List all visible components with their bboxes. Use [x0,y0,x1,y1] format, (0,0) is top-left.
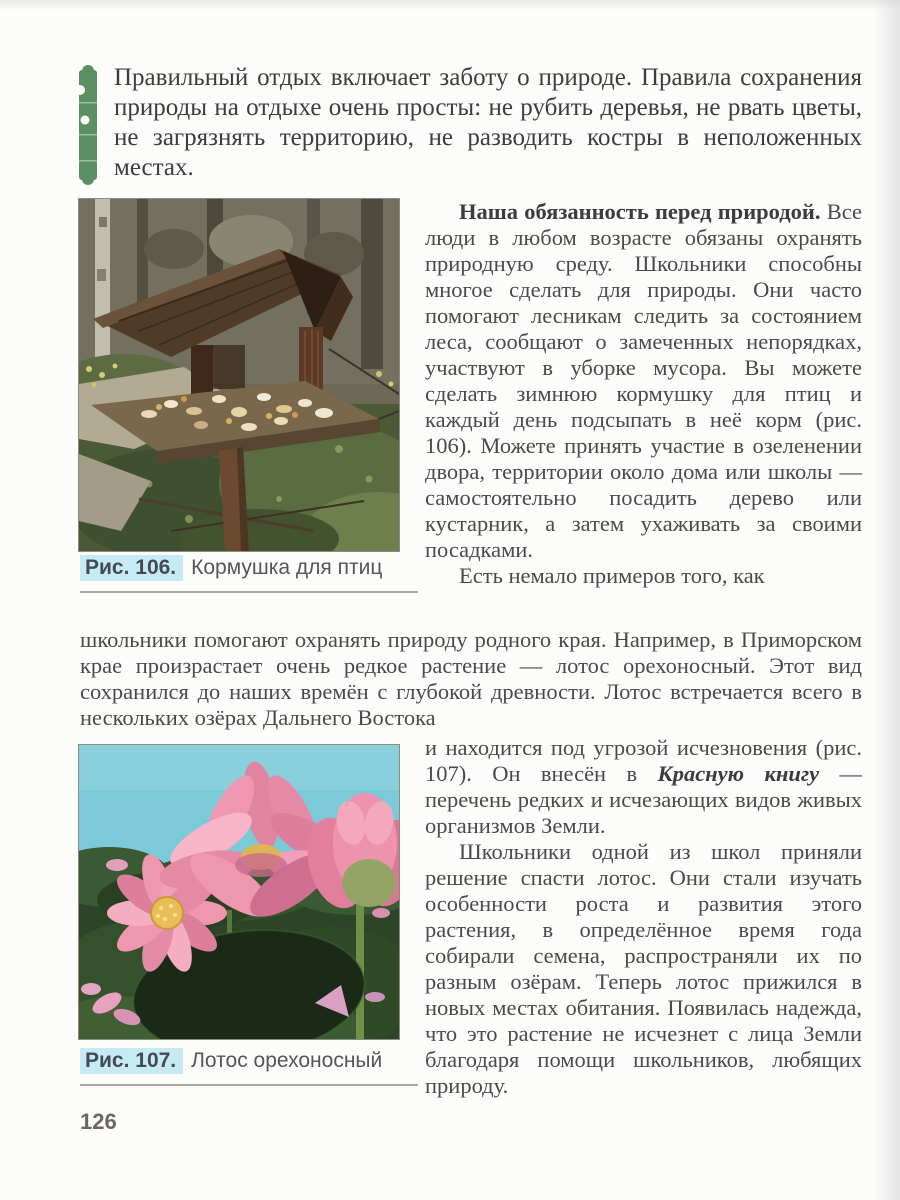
red-book-paragraph-start: и находится под угрозой исчезновения (рис. 107). Он внесён в [425,735,862,786]
examples-paragraph-wide-text: школьники помогают охранять природу родного края. Например, в Приморском крае произрастает очень редкое растение — лотос орехоносный. Этот вид сохранился до наших времён с глубокой древности. Лотос встречается всего в нескольких озёрах Дальнего Востока [80,627,862,730]
figure-106-caption [80,556,382,580]
page-number: 126 [80,1109,117,1134]
figure-106-divider [80,591,418,593]
scan-edge-shading-right [874,0,900,1200]
scan-edge-shading-top [0,0,900,10]
figure-107-divider [80,1084,418,1086]
figure-106-label: Рис. 106. [80,555,183,581]
duty-paragraph [425,199,862,563]
red-book-paragraph-end: — перечень редких и исчезающих видов живых организмов Земли. [425,761,863,838]
article-column-top [425,199,862,589]
school-lotus-paragraph: Школьники одной из школ приняли решение спасти лотос. Они стали изучать особенности роста и развития этого растения, в определённое время года собирали семена, распространяли их по разным озёрам. Теперь лотос прижился в новых местах обитания. Появилась надежда, что это растение не исчезнет с лица Земли благодаря помощи школьников, любящих природу. [425,839,862,1098]
lotus-photo [78,744,400,1040]
examples-paragraph-first-line: Есть немало примеров того, как [459,563,765,588]
bird-feeder-photo [78,198,400,552]
paragraph-marker-icon [74,64,102,186]
intro-paragraph: Правильный отдых включает заботу о природе. Правила сохранения природы на отдыхе очень просты: не рубить деревья, не рвать цветы, не загрязнять территорию, не разводить костры в неположенных местах. [114,64,862,181]
red-book-term: Красную книгу [657,761,820,786]
duty-paragraph-lead: Наша обязанность перед природой. [459,199,821,224]
article-column-bottom [425,735,862,1099]
examples-paragraph-wide [80,627,862,731]
figure-106-title: Кормушка для птиц [191,556,383,579]
duty-paragraph-body: Все люди в любом возрасте обязаны охранять природную среду. Школьники способны многое сделать для природы. Они часто помогают лесникам следить за состоянием леса, сообщают о замеченных непорядках, участвуют в уборке мусора. Вы можете сделать зимнюю кормушку для птиц и каждый день подсыпать в неё корм (рис. 106). Можете принять участие в озеленении двора, территории около дома или школы — самостоятельно посадить дерево или кустарник, а затем ухаживать за своими посадками. [425,199,862,562]
figure-107-label: Рис. 107. [80,1048,183,1074]
red-book-paragraph [425,735,862,839]
figure-107-title: Лотос орехоносный [191,1049,383,1072]
figure-107-caption [80,1049,382,1073]
